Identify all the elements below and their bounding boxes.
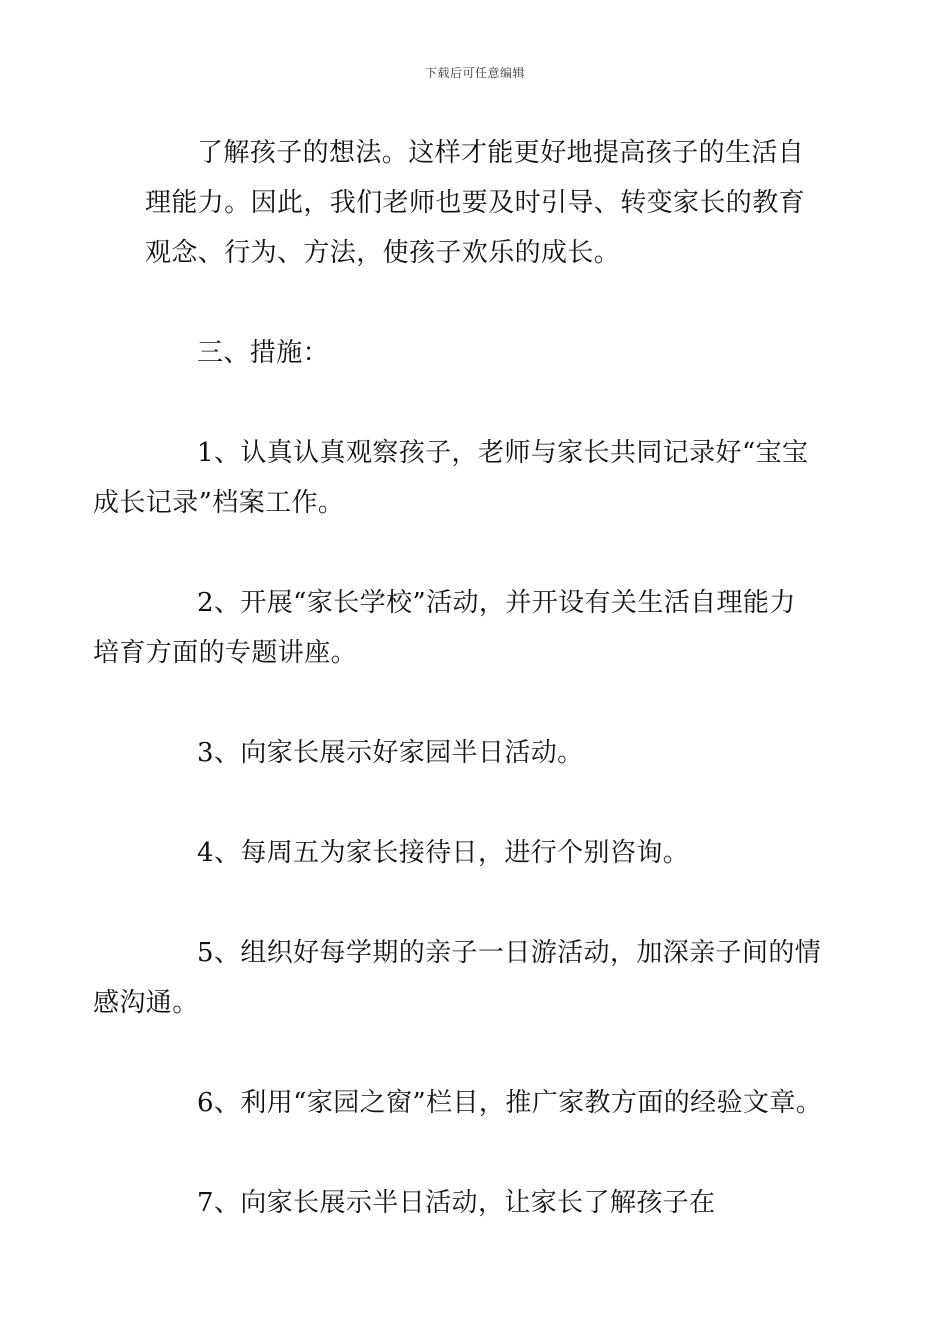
text-line: 三、措施： (197, 338, 330, 368)
list-item-6 (145, 1078, 823, 1128)
text-line: 7、向家长展示半日活动，让家长了解孩子在 (197, 1188, 716, 1218)
text-line: 1、认真认真观察孩子，老师与家长共同记录好“宝宝 (197, 438, 809, 468)
text-line: 培育方面的专题讲座。 (93, 638, 358, 668)
list-item-7 (145, 1178, 810, 1228)
paragraph-intro (145, 128, 810, 278)
list-item-4 (145, 828, 810, 878)
text-line: 5、组织好每学期的亲子一日游活动，加深亲子间的情 (197, 938, 822, 968)
list-item-1 (93, 428, 810, 528)
list-item-5 (93, 928, 822, 1028)
text-line: 理能力。因此，我们老师也要及时引导、转变家长的教育 (145, 188, 806, 218)
text-line: 成长记录”档案工作。 (93, 488, 345, 518)
text-line: 2、开展“家长学校”活动，并开设有关生活自理能力 (197, 588, 796, 618)
page-header: 下载后可任意编辑 (424, 66, 525, 80)
section-heading-measures (145, 328, 810, 378)
text-line: 感沟通。 (93, 988, 199, 1018)
list-item-2 (93, 578, 810, 678)
text-line: 6、利用“家园之窗”栏目，推广家教方面的经验文章。 (197, 1088, 823, 1118)
text-line: 观念、行为、方法，使孩子欢乐的成长。 (145, 238, 621, 268)
document-body (93, 128, 823, 1278)
text-line: 4、每周五为家长接待日，进行个别咨询。 (197, 838, 690, 868)
text-line: 3、向家长展示好家园半日活动。 (197, 738, 584, 768)
text-line: 了解孩子的想法。这样才能更好地提高孩子的生活自 (197, 138, 805, 168)
list-item-3 (145, 728, 810, 778)
